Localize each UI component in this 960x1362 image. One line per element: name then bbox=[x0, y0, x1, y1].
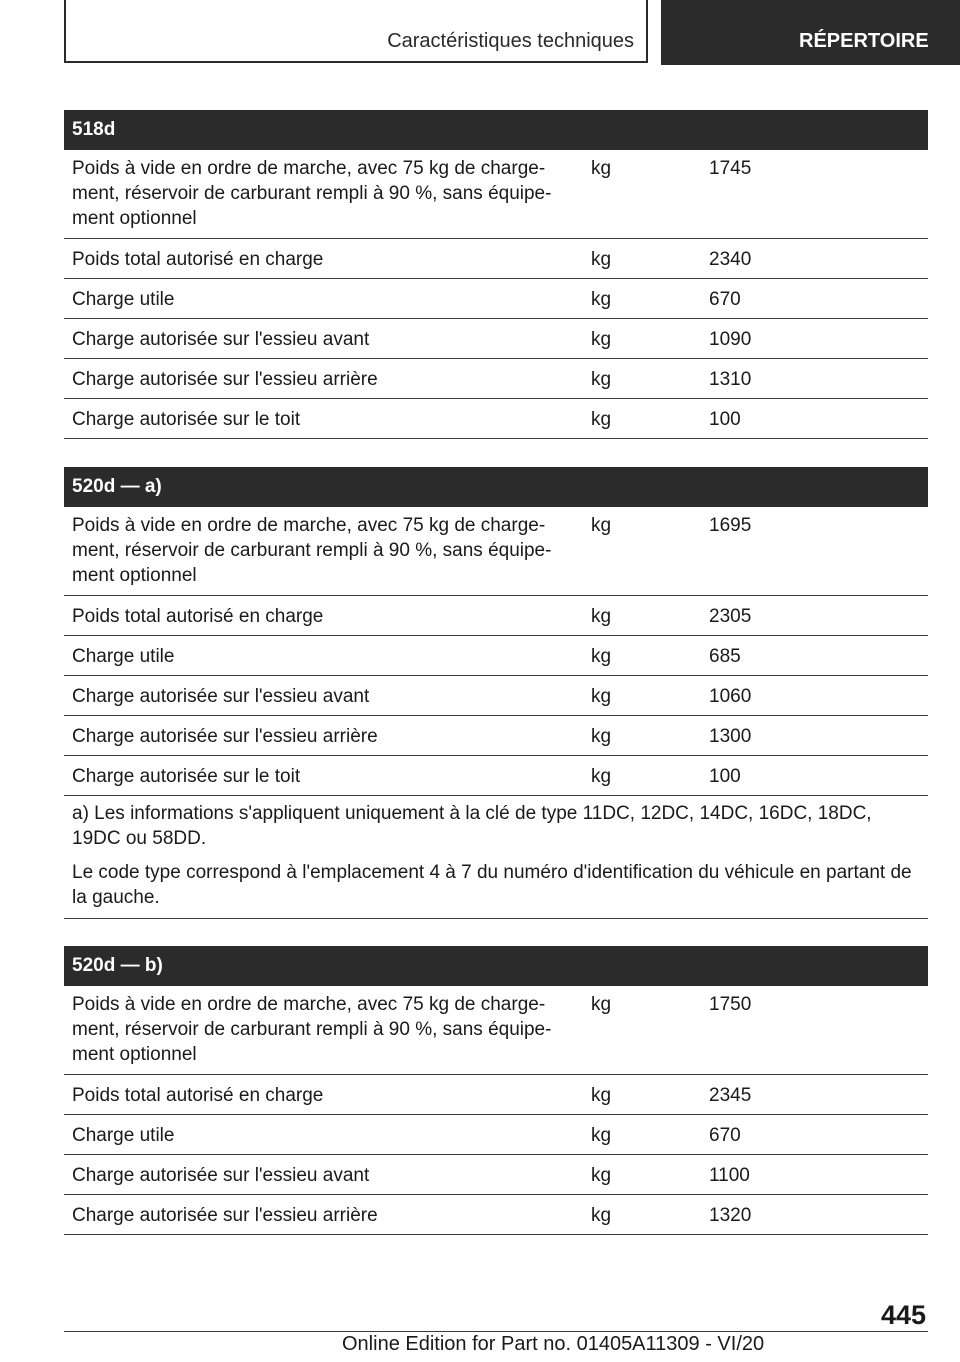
row-value: 670 bbox=[709, 1125, 741, 1146]
spec-table-520d-a bbox=[64, 467, 928, 919]
table-row bbox=[64, 239, 928, 279]
table-row bbox=[64, 150, 928, 239]
table-row bbox=[64, 399, 928, 439]
row-label: Poids total autorisé en charge bbox=[72, 606, 324, 627]
table-row bbox=[64, 279, 928, 319]
row-unit: kg bbox=[591, 686, 612, 707]
row-label: Charge autorisée sur le toit bbox=[72, 409, 301, 430]
row-label: Charge autorisée sur l'essieu avant bbox=[72, 329, 370, 350]
row-unit: kg bbox=[591, 289, 612, 310]
row-value: 2340 bbox=[709, 249, 752, 270]
spec-table-520d-b bbox=[64, 946, 928, 1235]
table-row bbox=[64, 507, 928, 596]
row-label: Charge utile bbox=[72, 289, 175, 310]
table-row bbox=[64, 716, 928, 756]
row-unit: kg bbox=[591, 766, 612, 787]
row-unit: kg bbox=[591, 726, 612, 747]
row-label: Poids total autorisé en charge bbox=[72, 1085, 324, 1106]
row-value: 1060 bbox=[709, 686, 752, 707]
row-unit: kg bbox=[591, 515, 612, 536]
row-label: Poids total autorisé en charge bbox=[72, 249, 324, 270]
page-header bbox=[0, 0, 960, 66]
table-row bbox=[64, 636, 928, 676]
row-label: Charge utile bbox=[72, 646, 175, 667]
row-label: Charge autorisée sur l'essieu arrière bbox=[72, 369, 378, 390]
row-value: 1300 bbox=[709, 726, 752, 747]
row-unit: kg bbox=[591, 994, 612, 1015]
row-label: Charge autorisée sur l'essieu avant bbox=[72, 1165, 370, 1186]
row-label: Charge autorisée sur l'essieu arrière bbox=[72, 726, 378, 747]
row-unit: kg bbox=[591, 409, 612, 430]
row-value: 1695 bbox=[709, 515, 752, 536]
table-row bbox=[64, 359, 928, 399]
row-value: 100 bbox=[709, 409, 741, 430]
table-row bbox=[64, 756, 928, 796]
row-unit: kg bbox=[591, 1125, 612, 1146]
row-unit: kg bbox=[591, 1165, 612, 1186]
row-label: Charge autorisée sur l'essieu avant bbox=[72, 686, 370, 707]
row-unit: kg bbox=[591, 369, 612, 390]
spec-table-518d bbox=[64, 110, 928, 439]
table-row bbox=[64, 319, 928, 359]
table-row bbox=[64, 986, 928, 1075]
index-tab[interactable] bbox=[661, 0, 960, 65]
table-row bbox=[64, 1115, 928, 1155]
table-row bbox=[64, 596, 928, 636]
row-label: Poids à vide en ordre de marche, avec 75 kg de charge- ment, réservoir de carburant rempli à 90 %, sans équipe- ment optionnel bbox=[72, 158, 552, 229]
row-value: 670 bbox=[709, 289, 741, 310]
index-tab-label: RÉPERTOIRE bbox=[799, 30, 929, 52]
row-label: Poids à vide en ordre de marche, avec 75 kg de charge- ment, réservoir de carburant rempli à 90 %, sans équipe- ment optionnel bbox=[72, 515, 552, 586]
section-title-tab bbox=[64, 0, 648, 63]
row-label: Poids à vide en ordre de marche, avec 75 kg de charge- ment, réservoir de carburant rempli à 90 %, sans équipe- ment optionnel bbox=[72, 994, 552, 1065]
row-value: 2305 bbox=[709, 606, 752, 627]
row-unit: kg bbox=[591, 329, 612, 350]
footnote-type-code: Le code type correspond à l'emplacement 4 à 7 du numéro d'identification du véhicule en partant de la gauche. bbox=[72, 862, 912, 908]
footnote-a: a) Les informations s'appliquent uniquement à la clé de type 11DC, 12DC, 14DC, 16DC, 18DC, 19DC ou 58DD. bbox=[72, 803, 872, 849]
row-label: Charge autorisée sur le toit bbox=[72, 766, 301, 787]
page-number: 445 bbox=[880, 1300, 926, 1330]
row-value: 1320 bbox=[709, 1205, 752, 1226]
row-value: 1100 bbox=[709, 1165, 750, 1186]
footer-divider bbox=[64, 1331, 928, 1332]
row-value: 100 bbox=[709, 766, 741, 787]
row-label: Charge utile bbox=[72, 1125, 175, 1146]
table-title: 518d bbox=[64, 110, 928, 150]
row-unit: kg bbox=[591, 1085, 612, 1106]
row-unit: kg bbox=[591, 249, 612, 270]
table-row bbox=[64, 1155, 928, 1195]
table-row bbox=[64, 1195, 928, 1235]
row-label: Charge autorisée sur l'essieu arrière bbox=[72, 1205, 378, 1226]
table-title: 520d — a) bbox=[64, 467, 928, 507]
row-value: 685 bbox=[709, 646, 741, 667]
section-title: Caractéristiques techniques bbox=[387, 30, 634, 52]
row-value: 1745 bbox=[709, 158, 752, 179]
table-row bbox=[64, 1075, 928, 1115]
edition-footer: Online Edition for Part no. 01405A11309 - VI/20 bbox=[342, 1333, 765, 1355]
table-title: 520d — b) bbox=[64, 946, 928, 986]
table-row bbox=[64, 676, 928, 716]
row-value: 1090 bbox=[709, 329, 752, 350]
row-unit: kg bbox=[591, 1205, 612, 1226]
table-footnote bbox=[64, 796, 928, 919]
row-unit: kg bbox=[591, 158, 612, 179]
row-value: 1750 bbox=[709, 994, 752, 1015]
row-unit: kg bbox=[591, 646, 612, 667]
row-value: 1310 bbox=[709, 369, 752, 390]
row-value: 2345 bbox=[709, 1085, 752, 1106]
row-unit: kg bbox=[591, 606, 612, 627]
